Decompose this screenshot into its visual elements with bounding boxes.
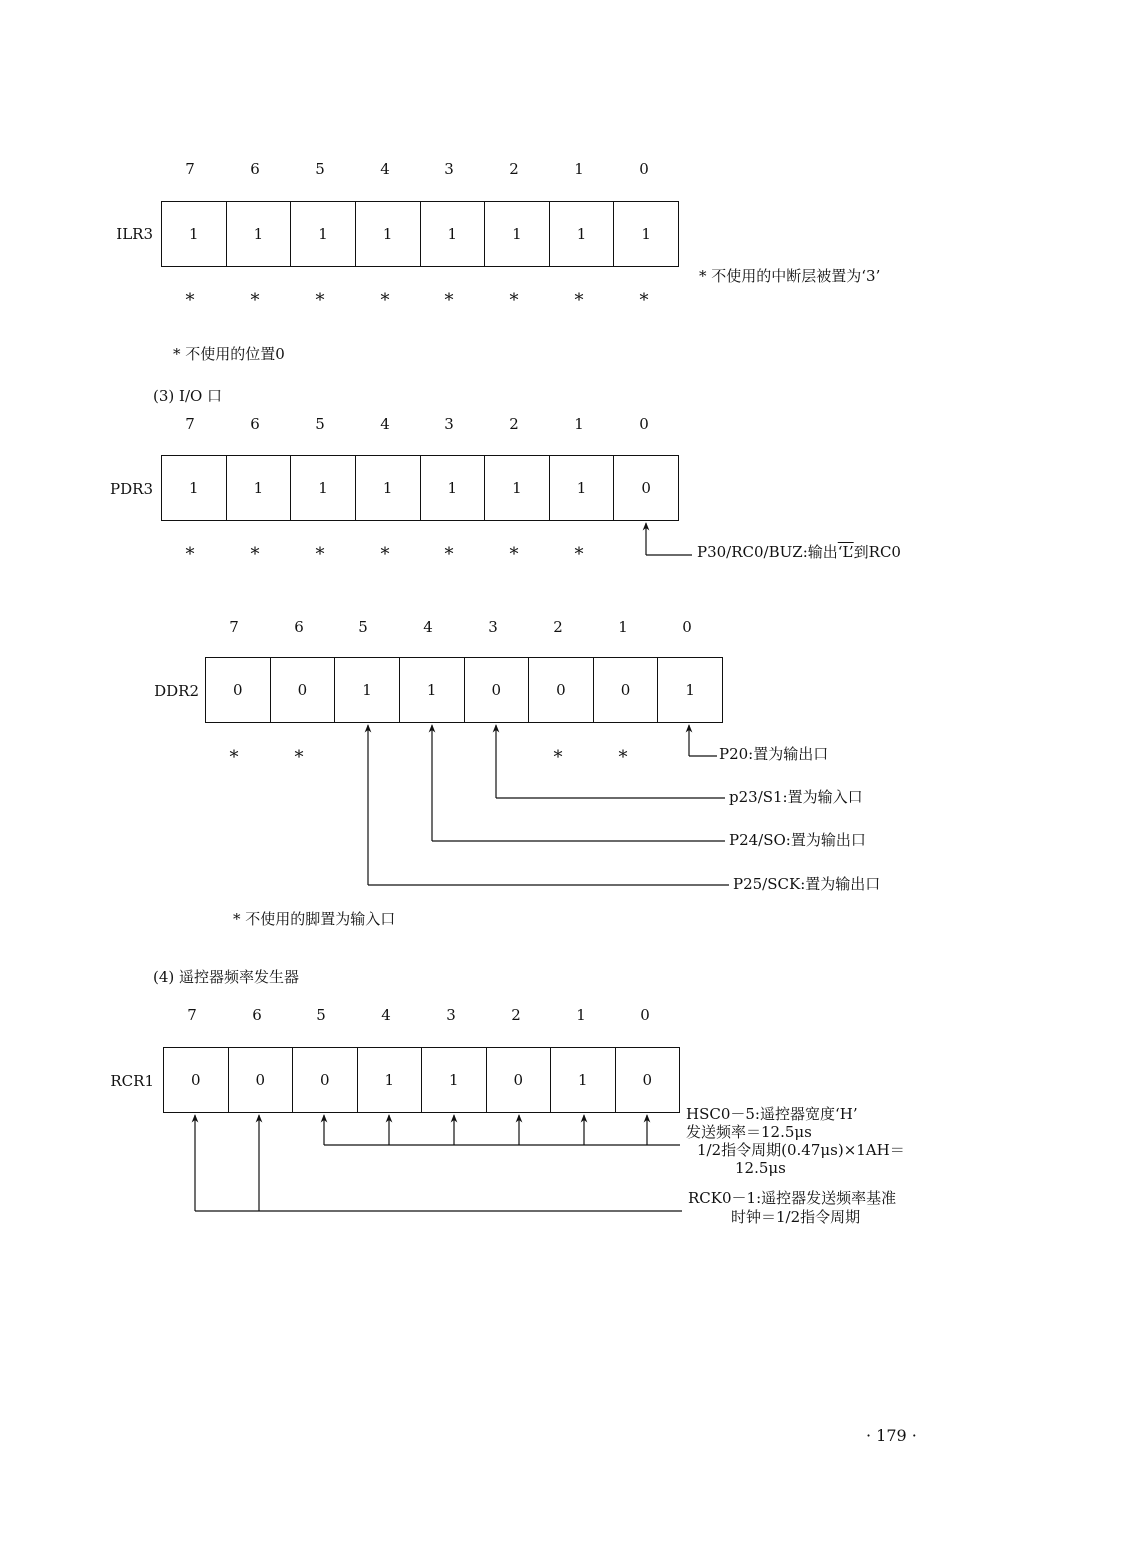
bit-cell: 0 — [292, 1048, 357, 1112]
rck-annotation-line: RCK0－1:遥控器发送频率基准 — [688, 1189, 897, 1207]
bit-label: 6 — [250, 415, 260, 433]
register-rcr1 — [163, 1047, 680, 1113]
unused-star: * — [315, 290, 325, 311]
bit-cell: 0 — [270, 658, 335, 722]
bit-cell: 1 — [549, 202, 614, 266]
ddr2-annotation-p20: P20:置为输出口 — [719, 745, 829, 763]
section-title: (4) 遥控器频率发生器 — [153, 968, 300, 986]
unused-star: * — [185, 290, 195, 311]
bit-label: 4 — [380, 160, 390, 178]
bit-cell: 1 — [226, 202, 291, 266]
bit-cell: 0 — [613, 456, 678, 520]
bit-cell: 0 — [486, 1048, 551, 1112]
register-label: PDR3 — [110, 480, 153, 498]
unused-star: * — [444, 290, 454, 311]
unused-star: * — [250, 290, 260, 311]
bit-label: 4 — [423, 618, 433, 636]
bit-label: 4 — [380, 415, 390, 433]
bit-label: 6 — [294, 618, 304, 636]
unused-star: * — [380, 290, 390, 311]
bit-label: 1 — [576, 1006, 586, 1024]
hsc-annotation-line: 1/2指令周期(0.47μs)×1AH＝ — [697, 1141, 905, 1159]
pdr3-annotation — [697, 543, 901, 561]
unused-star: * — [444, 544, 454, 565]
bit-label: 0 — [639, 415, 649, 433]
bit-label: 5 — [315, 415, 325, 433]
bit-label: 7 — [187, 1006, 197, 1024]
bit-label: 5 — [316, 1006, 326, 1024]
bit-cell: 1 — [189, 225, 199, 243]
ilr3-note-right: * 不使用的中断层被置为‘3’ — [699, 267, 881, 285]
register-label: DDR2 — [154, 682, 199, 700]
ddr2-annotation-p23: p23/S1:置为输入口 — [729, 788, 863, 806]
bit-label: 2 — [511, 1006, 521, 1024]
bit-cell: 1 — [355, 456, 420, 520]
bit-cell: 0 — [464, 658, 529, 722]
unused-star: * — [315, 544, 325, 565]
rck-annotation-line: 时钟＝1/2指令周期 — [731, 1208, 861, 1226]
bit-cell: 1 — [355, 202, 420, 266]
bit-label: 1 — [574, 160, 584, 178]
bit-label: 6 — [252, 1006, 262, 1024]
ilr3-note-below: * 不使用的位置0 — [173, 345, 285, 363]
annotation-overline-text: ‘L’ — [837, 543, 854, 561]
register-ilr3 — [161, 201, 679, 267]
bit-cell: 0 — [190, 1071, 201, 1089]
unused-star: * — [185, 544, 195, 565]
register-ddr2 — [205, 657, 723, 723]
bit-label: 2 — [509, 415, 519, 433]
bit-cell: 1 — [484, 202, 549, 266]
bit-cell: 1 — [399, 658, 464, 722]
register-label: ILR3 — [116, 225, 153, 243]
annotation-text: 到RC0 — [853, 543, 901, 561]
register-label: RCR1 — [110, 1072, 154, 1090]
unused-star: * — [574, 544, 584, 565]
hsc-annotation-line: 发送频率＝12.5μs — [686, 1123, 812, 1141]
bit-label: 2 — [553, 618, 563, 636]
bit-label: 0 — [639, 160, 649, 178]
bit-cell: 1 — [420, 202, 485, 266]
bit-cell: 1 — [189, 479, 199, 497]
bit-cell: 1 — [420, 456, 485, 520]
unused-star: * — [509, 290, 519, 311]
bit-label: 1 — [618, 618, 628, 636]
bit-cell: 1 — [549, 456, 614, 520]
unused-star: * — [553, 747, 563, 768]
page-number: · 179 · — [866, 1426, 917, 1445]
bit-label: 6 — [250, 160, 260, 178]
unused-star: * — [250, 544, 260, 565]
unused-star: * — [574, 290, 584, 311]
bit-cell: 1 — [657, 658, 722, 722]
bit-label: 3 — [446, 1006, 456, 1024]
bit-cell: 1 — [613, 202, 678, 266]
bit-cell: 1 — [550, 1048, 615, 1112]
unused-star: * — [509, 544, 519, 565]
unused-star: * — [229, 747, 239, 768]
ddr2-annotation-p24: P24/SO:置为输出口 — [729, 831, 866, 849]
bit-label: 7 — [185, 415, 195, 433]
unused-star: * — [618, 747, 628, 768]
bit-cell: 1 — [290, 202, 355, 266]
bit-cell: 1 — [334, 658, 399, 722]
ddr2-annotation-p25: P25/SCK:置为输出口 — [733, 875, 881, 893]
bit-label: 7 — [185, 160, 195, 178]
hsc-annotation-line: HSC0－5:遥控器宽度‘H’ — [686, 1105, 858, 1123]
annotation-text: P30/RC0/BUZ:输出 — [697, 543, 838, 561]
bit-label: 5 — [315, 160, 325, 178]
unused-star: * — [294, 747, 304, 768]
bit-cell: 0 — [615, 1048, 680, 1112]
bit-cell: 1 — [421, 1048, 486, 1112]
section-title: (3) I/O 口 — [153, 387, 223, 405]
bit-label: 4 — [381, 1006, 391, 1024]
bit-cell: 1 — [226, 456, 291, 520]
bit-cell: 0 — [233, 681, 243, 699]
unused-star: * — [380, 544, 390, 565]
bit-cell: 1 — [357, 1048, 422, 1112]
bit-cell: 1 — [484, 456, 549, 520]
bit-label: 2 — [509, 160, 519, 178]
bit-label: 3 — [444, 160, 454, 178]
bit-label: 5 — [358, 618, 368, 636]
bit-cell: 1 — [290, 456, 355, 520]
unused-star: * — [639, 290, 649, 311]
bit-label: 0 — [640, 1006, 650, 1024]
ddr2-note-below: * 不使用的脚置为输入口 — [233, 910, 396, 928]
hsc-annotation-line: 12.5μs — [735, 1159, 786, 1177]
bit-cell: 0 — [228, 1048, 293, 1112]
bit-cell: 0 — [593, 658, 658, 722]
register-pdr3 — [161, 455, 679, 521]
bit-label: 7 — [229, 618, 239, 636]
bit-label: 3 — [444, 415, 454, 433]
bit-label: 3 — [488, 618, 498, 636]
bit-cell: 0 — [528, 658, 593, 722]
bit-label: 0 — [682, 618, 692, 636]
bit-label: 1 — [574, 415, 584, 433]
